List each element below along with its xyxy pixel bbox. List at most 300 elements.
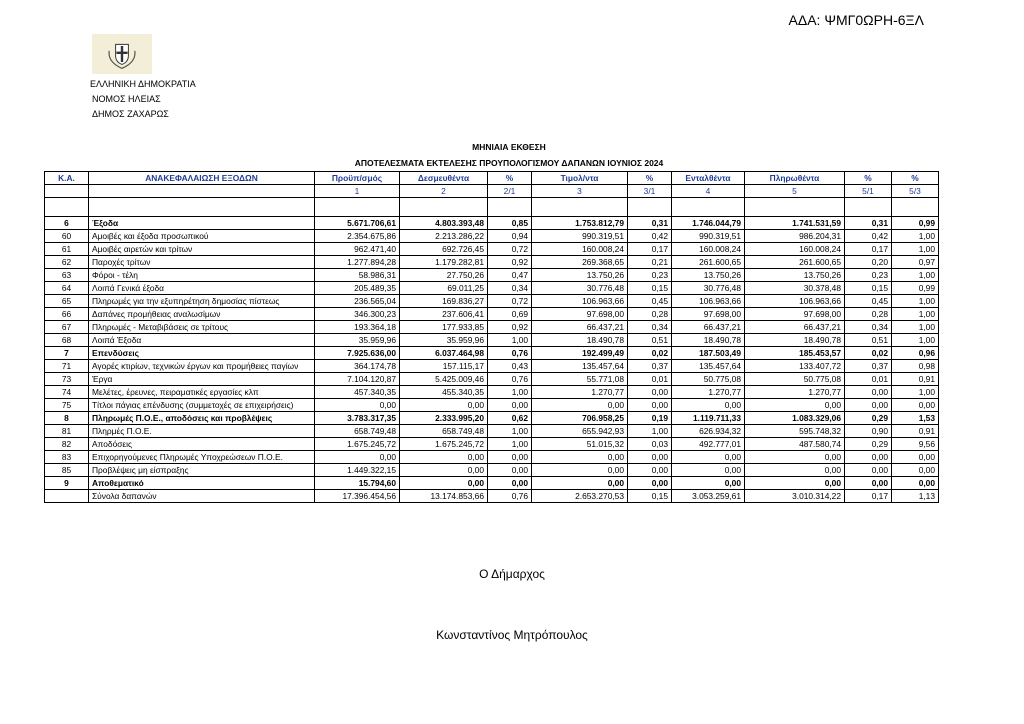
value-cell: 0,00 (400, 464, 488, 477)
column-header: ΑΝΑΚΕΦΑΛΑΙΩΣΗ ΕΞΟΔΩΝ (89, 172, 315, 185)
value-cell: 0,00 (672, 464, 745, 477)
value-cell: 0,00 (488, 399, 532, 412)
value-cell: 160.008,24 (672, 243, 745, 256)
value-cell: 0,99 (892, 217, 939, 230)
value-cell: 1,00 (892, 386, 939, 399)
value-cell: 1.270,77 (532, 386, 628, 399)
empty-cell (400, 198, 488, 217)
account-code-cell: 9 (45, 477, 89, 490)
value-cell: 9,56 (892, 438, 939, 451)
value-cell: 0,00 (628, 386, 672, 399)
value-cell: 18.490,78 (745, 334, 845, 347)
value-cell: 1,00 (892, 269, 939, 282)
value-cell: 1,00 (628, 425, 672, 438)
value-cell: 0,43 (488, 360, 532, 373)
description-cell: Αμοιβές αιρετών και τρίτων (89, 243, 315, 256)
value-cell: 15.794,60 (315, 477, 400, 490)
value-cell: 0,00 (532, 399, 628, 412)
value-cell: 0,02 (845, 347, 892, 360)
column-header: Ενταλθέντα (672, 172, 745, 185)
value-cell: 0,69 (488, 308, 532, 321)
value-cell: 58.986,31 (315, 269, 400, 282)
value-cell: 1.277.894,28 (315, 256, 400, 269)
column-subheader: 1 (315, 185, 400, 198)
value-cell: 0,23 (845, 269, 892, 282)
value-cell: 658.749,48 (400, 425, 488, 438)
budget-table (44, 171, 939, 503)
value-cell: 0,45 (845, 295, 892, 308)
value-cell: 0,91 (892, 373, 939, 386)
value-cell: 492.777,01 (672, 438, 745, 451)
value-cell: 55.771,08 (532, 373, 628, 386)
description-cell: Πληρωμές για την εξυπηρέτηση δημοσίας πίστεως (89, 295, 315, 308)
value-cell: 30.776,48 (532, 282, 628, 295)
table-row (45, 256, 939, 269)
column-header: % (892, 172, 939, 185)
column-subheader: 2 (400, 185, 488, 198)
value-cell: 13.750,26 (672, 269, 745, 282)
value-cell: 0,15 (845, 282, 892, 295)
value-cell: 0,00 (892, 477, 939, 490)
account-code-cell: 82 (45, 438, 89, 451)
value-cell: 205.489,35 (315, 282, 400, 295)
value-cell: 0,37 (845, 360, 892, 373)
value-cell: 346.300,23 (315, 308, 400, 321)
value-cell: 2.213.286,22 (400, 230, 488, 243)
column-subheader (89, 185, 315, 198)
value-cell: 962.471,40 (315, 243, 400, 256)
empty-cell (845, 198, 892, 217)
value-cell: 0,17 (845, 490, 892, 503)
table-row (45, 282, 939, 295)
value-cell: 1.746.044,79 (672, 217, 745, 230)
table-row (45, 230, 939, 243)
issuer-block (90, 77, 196, 122)
value-cell: 1,00 (892, 308, 939, 321)
value-cell: 261.600,65 (745, 256, 845, 269)
table-row (45, 334, 939, 347)
value-cell: 66.437,21 (532, 321, 628, 334)
value-cell: 193.364,18 (315, 321, 400, 334)
table-row (45, 243, 939, 256)
value-cell: 658.749,48 (315, 425, 400, 438)
value-cell: 17.396.454,56 (315, 490, 400, 503)
table-row (45, 412, 939, 425)
value-cell: 177.933,85 (400, 321, 488, 334)
table-row (45, 477, 939, 490)
value-cell: 0,91 (892, 425, 939, 438)
value-cell: 0,00 (845, 399, 892, 412)
value-cell: 0,92 (488, 321, 532, 334)
value-cell: 0,47 (488, 269, 532, 282)
value-cell: 133.407,72 (745, 360, 845, 373)
value-cell: 0,34 (845, 321, 892, 334)
table-row (45, 373, 939, 386)
value-cell: 30.378,48 (745, 282, 845, 295)
value-cell: 0,00 (892, 399, 939, 412)
value-cell: 13.174.853,66 (400, 490, 488, 503)
account-code-cell: 81 (45, 425, 89, 438)
value-cell: 0,31 (628, 217, 672, 230)
value-cell: 457.340,35 (315, 386, 400, 399)
value-cell: 0,15 (628, 490, 672, 503)
value-cell: 0,42 (628, 230, 672, 243)
value-cell: 0,20 (845, 256, 892, 269)
empty-cell (315, 198, 400, 217)
value-cell: 1,00 (892, 295, 939, 308)
value-cell: 3.010.314,22 (745, 490, 845, 503)
value-cell: 237.606,41 (400, 308, 488, 321)
table-row (45, 438, 939, 451)
value-cell: 1,00 (892, 243, 939, 256)
table-subheader-row (45, 185, 939, 198)
value-cell: 157.115,17 (400, 360, 488, 373)
value-cell: 0,00 (672, 477, 745, 490)
value-cell: 0,76 (488, 347, 532, 360)
value-cell: 0,00 (488, 451, 532, 464)
account-code-cell: 61 (45, 243, 89, 256)
value-cell: 0,00 (315, 399, 400, 412)
value-cell: 50.775,08 (672, 373, 745, 386)
value-cell: 169.836,27 (400, 295, 488, 308)
description-cell: Επενδύσεις (89, 347, 315, 360)
value-cell: 1.119.711,33 (672, 412, 745, 425)
value-cell: 0,01 (845, 373, 892, 386)
value-cell: 0,21 (628, 256, 672, 269)
account-code-cell: 63 (45, 269, 89, 282)
value-cell: 595.748,32 (745, 425, 845, 438)
value-cell: 0,00 (845, 477, 892, 490)
value-cell: 0,98 (892, 360, 939, 373)
value-cell: 106.963,66 (672, 295, 745, 308)
value-cell: 0,00 (628, 464, 672, 477)
account-code-cell: 75 (45, 399, 89, 412)
value-cell: 106.963,66 (532, 295, 628, 308)
value-cell: 236.565,04 (315, 295, 400, 308)
value-cell: 0,17 (845, 243, 892, 256)
column-subheader: 3 (532, 185, 628, 198)
table-row (45, 321, 939, 334)
account-code-cell (45, 490, 89, 503)
value-cell: 1.270,77 (745, 386, 845, 399)
table-spacer-row (45, 198, 939, 217)
description-cell: Προβλέψεις μη είσπραξης (89, 464, 315, 477)
value-cell: 5.671.706,61 (315, 217, 400, 230)
table-row (45, 308, 939, 321)
value-cell: 655.942,93 (532, 425, 628, 438)
value-cell: 27.750,26 (400, 269, 488, 282)
column-header: % (488, 172, 532, 185)
value-cell: 990.319,51 (672, 230, 745, 243)
value-cell: 3.783.317,35 (315, 412, 400, 425)
value-cell: 0,72 (488, 243, 532, 256)
value-cell: 0,03 (628, 438, 672, 451)
value-cell: 0,85 (488, 217, 532, 230)
value-cell: 0,90 (845, 425, 892, 438)
value-cell: 13.750,26 (532, 269, 628, 282)
empty-cell (628, 198, 672, 217)
column-subheader: 5 (745, 185, 845, 198)
value-cell: 97.698,00 (672, 308, 745, 321)
column-subheader: 2/1 (488, 185, 532, 198)
value-cell: 0,00 (892, 464, 939, 477)
value-cell: 1,00 (892, 230, 939, 243)
value-cell: 35.959,96 (400, 334, 488, 347)
description-cell: Αποδόσεις (89, 438, 315, 451)
value-cell: 0,00 (672, 399, 745, 412)
column-header: Προϋπ/σμός (315, 172, 400, 185)
value-cell: 0,97 (892, 256, 939, 269)
table-row (45, 386, 939, 399)
value-cell: 0,23 (628, 269, 672, 282)
value-cell: 990.319,51 (532, 230, 628, 243)
ada-code: ΑΔΑ: ΨΜΓ0ΩΡΗ-6ΞΛ (788, 12, 924, 28)
value-cell: 0,72 (488, 295, 532, 308)
value-cell: 13.750,26 (745, 269, 845, 282)
value-cell: 0,37 (628, 360, 672, 373)
column-subheader: 5/3 (892, 185, 939, 198)
value-cell: 0,29 (845, 438, 892, 451)
issuer-country: ΕΛΛΗΝΙΚΗ ΔΗΜΟΚΡΑΤΙΑ (90, 79, 196, 89)
issuer-prefecture: ΝΟΜΟΣ ΗΛΕΙΑΣ (92, 94, 161, 104)
value-cell: 1.270,77 (672, 386, 745, 399)
value-cell: 160.008,24 (745, 243, 845, 256)
value-cell: 35.959,96 (315, 334, 400, 347)
value-cell: 0,62 (488, 412, 532, 425)
description-cell: Παροχές τρίτων (89, 256, 315, 269)
description-cell: Πληρμές Π.Ο.Ε. (89, 425, 315, 438)
value-cell: 0,00 (845, 386, 892, 399)
value-cell: 0,76 (488, 373, 532, 386)
value-cell: 1,00 (488, 438, 532, 451)
value-cell: 0,00 (315, 451, 400, 464)
table-row (45, 399, 939, 412)
account-code-cell: 60 (45, 230, 89, 243)
column-subheader (45, 185, 89, 198)
column-header: Τιμολ/ντα (532, 172, 628, 185)
description-cell: Τίτλοι πάγιας επένδυσης (συμμετοχές σε επιχειρήσεις) (89, 399, 315, 412)
empty-cell (672, 198, 745, 217)
account-code-cell: 7 (45, 347, 89, 360)
value-cell: 160.008,24 (532, 243, 628, 256)
description-cell: Αποθεματικό (89, 477, 315, 490)
description-cell: Δαπάνες προμήθειας αναλωσίμων (89, 308, 315, 321)
empty-cell (488, 198, 532, 217)
value-cell: 0,01 (628, 373, 672, 386)
account-code-cell: 71 (45, 360, 89, 373)
signature-name: Κωνσταντίνος Μητρόπουλος (436, 628, 588, 642)
value-cell: 0,00 (532, 451, 628, 464)
value-cell: 0,92 (488, 256, 532, 269)
value-cell: 364.174,78 (315, 360, 400, 373)
issuer-municipality: ΔΗΜΟΣ ΖΑΧΑΡΩΣ (92, 109, 169, 119)
value-cell: 0,00 (892, 451, 939, 464)
table-row (45, 269, 939, 282)
value-cell: 0,96 (892, 347, 939, 360)
account-code-cell: 83 (45, 451, 89, 464)
description-cell: Αμοιβές και έξοδα προσωπικού (89, 230, 315, 243)
value-cell: 0,00 (488, 464, 532, 477)
value-cell: 0,76 (488, 490, 532, 503)
value-cell: 1.675.245,72 (315, 438, 400, 451)
value-cell: 106.963,66 (745, 295, 845, 308)
value-cell: 185.453,57 (745, 347, 845, 360)
value-cell: 2.333.995,20 (400, 412, 488, 425)
report-title: ΜΗΝΙΑΙΑ ΕΚΘΕΣΗ (472, 142, 546, 152)
value-cell: 0,00 (845, 451, 892, 464)
account-code-cell: 67 (45, 321, 89, 334)
column-subheader: 5/1 (845, 185, 892, 198)
value-cell: 0,94 (488, 230, 532, 243)
value-cell: 692.726,45 (400, 243, 488, 256)
value-cell: 2.653.270,53 (532, 490, 628, 503)
value-cell: 30.776,48 (672, 282, 745, 295)
value-cell: 187.503,49 (672, 347, 745, 360)
description-cell: Λοιπά Γενικά έξοδα (89, 282, 315, 295)
value-cell: 0,00 (628, 451, 672, 464)
empty-cell (45, 198, 89, 217)
value-cell: 192.499,49 (532, 347, 628, 360)
account-code-cell: 64 (45, 282, 89, 295)
value-cell: 0,00 (400, 399, 488, 412)
value-cell: 18.490,78 (672, 334, 745, 347)
account-code-cell: 65 (45, 295, 89, 308)
value-cell: 135.457,64 (672, 360, 745, 373)
description-cell: Έργα (89, 373, 315, 386)
empty-cell (532, 198, 628, 217)
table-row (45, 425, 939, 438)
value-cell: 1.741.531,59 (745, 217, 845, 230)
value-cell: 50.775,08 (745, 373, 845, 386)
description-cell: Φόροι - τέλη (89, 269, 315, 282)
value-cell: 1,00 (488, 425, 532, 438)
empty-cell (89, 198, 315, 217)
value-cell: 0,99 (892, 282, 939, 295)
empty-cell (892, 198, 939, 217)
description-cell: Πληρωμές Π.Ο.Ε., αποδόσεις και προβλέψεις (89, 412, 315, 425)
account-code-cell: 62 (45, 256, 89, 269)
account-code-cell: 8 (45, 412, 89, 425)
value-cell: 5.425.009,46 (400, 373, 488, 386)
value-cell: 706.958,25 (532, 412, 628, 425)
value-cell: 1,13 (892, 490, 939, 503)
value-cell: 0,34 (488, 282, 532, 295)
value-cell: 1,00 (892, 321, 939, 334)
value-cell: 97.698,00 (745, 308, 845, 321)
account-code-cell: 85 (45, 464, 89, 477)
value-cell: 2.354.675,86 (315, 230, 400, 243)
value-cell: 0,28 (845, 308, 892, 321)
value-cell: 0,00 (672, 451, 745, 464)
value-cell: 1.449.322,15 (315, 464, 400, 477)
value-cell: 1,00 (488, 334, 532, 347)
description-cell: Πληρωμές - Μεταβιβάσεις σε τρίτους (89, 321, 315, 334)
table-row (45, 490, 939, 503)
value-cell: 1.675.245,72 (400, 438, 488, 451)
value-cell: 0,02 (628, 347, 672, 360)
column-header: Πληρωθέντα (745, 172, 845, 185)
value-cell: 0,00 (400, 477, 488, 490)
value-cell: 0,51 (845, 334, 892, 347)
description-cell: Επιχορηγούμενες Πληρωμές Υποχρεώσεων Π.Ο.Ε. (89, 451, 315, 464)
value-cell: 0,42 (845, 230, 892, 243)
description-cell: Σύνολα δαπανών (89, 490, 315, 503)
value-cell: 0,00 (400, 451, 488, 464)
value-cell: 0,19 (628, 412, 672, 425)
value-cell: 0,34 (628, 321, 672, 334)
value-cell: 66.437,21 (745, 321, 845, 334)
account-code-cell: 73 (45, 373, 89, 386)
value-cell: 1.753.812,79 (532, 217, 628, 230)
value-cell: 1,53 (892, 412, 939, 425)
table-row (45, 295, 939, 308)
description-cell: Αγορές κτιρίων, τεχνικών έργων και προμήθειες παγίων (89, 360, 315, 373)
value-cell: 0,28 (628, 308, 672, 321)
value-cell: 1,00 (488, 386, 532, 399)
value-cell: 7.104.120,87 (315, 373, 400, 386)
signature-role: Ο Δήμαρχος (479, 567, 545, 581)
value-cell: 135.457,64 (532, 360, 628, 373)
column-subheader: 4 (672, 185, 745, 198)
table-row (45, 360, 939, 373)
value-cell: 626.934,32 (672, 425, 745, 438)
value-cell: 0,00 (532, 477, 628, 490)
value-cell: 0,00 (745, 477, 845, 490)
value-cell: 0,00 (745, 464, 845, 477)
description-cell: Έξοδα (89, 217, 315, 230)
column-header: % (628, 172, 672, 185)
column-header: Δεσμευθέντα (400, 172, 488, 185)
greek-coat-of-arms-icon (92, 34, 152, 74)
value-cell: 0,00 (532, 464, 628, 477)
value-cell: 66.437,21 (672, 321, 745, 334)
value-cell: 269.368,65 (532, 256, 628, 269)
description-cell: Μελέτες, έρευνες, πειραματικές εργασίες κλπ (89, 386, 315, 399)
description-cell: Λοιπά Έξοδα (89, 334, 315, 347)
table-row (45, 464, 939, 477)
report-subtitle: ΑΠΟΤΕΛΕΣΜΑΤΑ ΕΚΤΕΛΕΣΗΣ ΠΡΟΥΠΟΛΟΓΙΣΜΟΥ ΔΑΠΑΝΩΝ ΙΟΥΝΙΟΣ 2024 (354, 158, 664, 168)
value-cell: 7.925.636,00 (315, 347, 400, 360)
value-cell: 487.580,74 (745, 438, 845, 451)
table-header-row (45, 172, 939, 185)
value-cell: 455.340,35 (400, 386, 488, 399)
value-cell: 0,31 (845, 217, 892, 230)
value-cell: 6.037.464,98 (400, 347, 488, 360)
value-cell: 0,17 (628, 243, 672, 256)
value-cell: 0,00 (845, 464, 892, 477)
value-cell: 0,51 (628, 334, 672, 347)
value-cell: 1.179.282,81 (400, 256, 488, 269)
value-cell: 3.053.259,61 (672, 490, 745, 503)
value-cell: 0,29 (845, 412, 892, 425)
value-cell: 1.083.329,06 (745, 412, 845, 425)
value-cell: 69.011,25 (400, 282, 488, 295)
account-code-cell: 68 (45, 334, 89, 347)
table-row (45, 347, 939, 360)
value-cell: 1,00 (892, 334, 939, 347)
value-cell: 51.015,32 (532, 438, 628, 451)
column-header: % (845, 172, 892, 185)
value-cell: 4.803.393,48 (400, 217, 488, 230)
value-cell: 0,00 (488, 477, 532, 490)
account-code-cell: 6 (45, 217, 89, 230)
value-cell: 0,00 (628, 477, 672, 490)
value-cell: 0,45 (628, 295, 672, 308)
value-cell: 0,00 (628, 399, 672, 412)
account-code-cell: 66 (45, 308, 89, 321)
column-subheader: 3/1 (628, 185, 672, 198)
value-cell: 0,00 (745, 399, 845, 412)
